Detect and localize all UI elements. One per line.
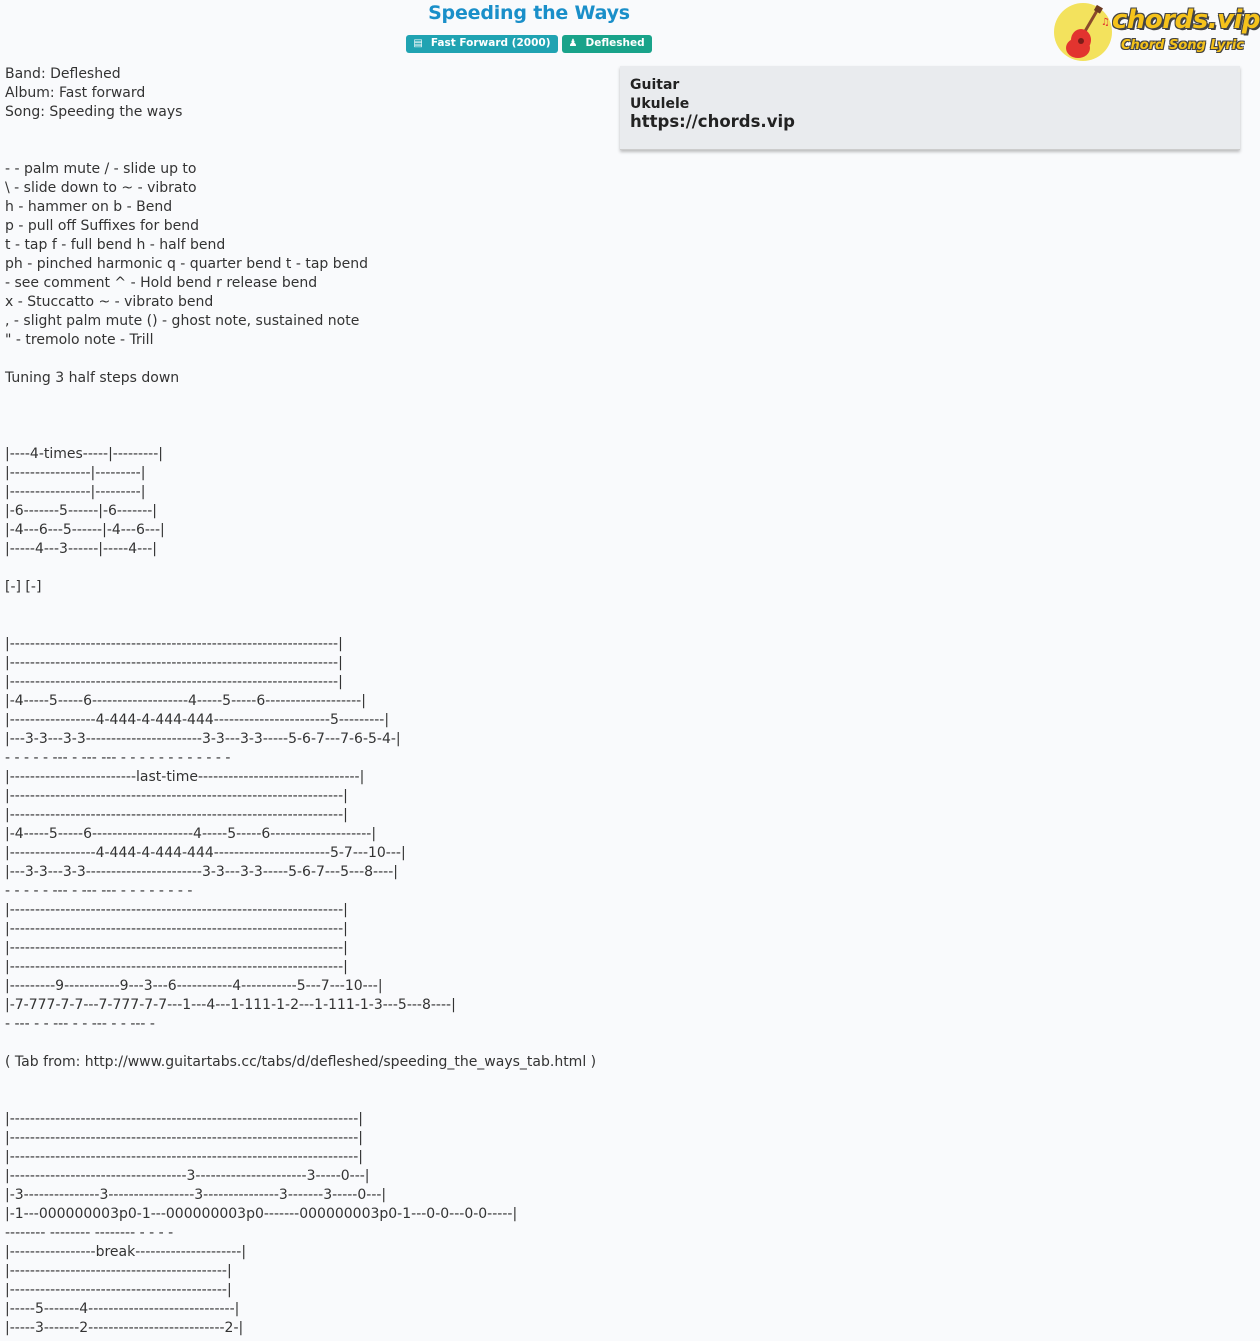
album-badge[interactable] <box>406 35 557 53</box>
tab-line: |---------9-----------9---3---6-----------4-----------5---7---10---| <box>5 978 383 994</box>
tab-line: x - Stuccatto ~ - vibrato bend <box>5 294 214 310</box>
tab-line: , - slight palm mute () - ghost note, sustained note <box>5 313 360 329</box>
tab-line: |-4-----5-----6--------------------4-----5-----6--------------------| <box>5 826 377 842</box>
tab-line: - - palm mute / - slide up to <box>5 161 197 177</box>
tab-line: |-----------------4-444-4-444-444-----------------------5-7---10---| <box>5 845 406 861</box>
tab-line: Band: Defleshed <box>5 66 121 82</box>
tab-line: |------------------------------------------------------------------| <box>5 921 348 937</box>
tab-line: |------------------------------------------------------------------| <box>5 959 348 975</box>
tab-line <box>5 616 615 635</box>
tab-line: p - pull off Suffixes for bend <box>5 218 199 234</box>
site-url-link[interactable]: https://chords.vip <box>630 112 795 131</box>
tab-line <box>5 1072 615 1091</box>
tab-line: |------------------------------------------------------------------| <box>5 940 348 956</box>
tab-line: |---------------------------------------------------------------------| <box>5 1111 364 1127</box>
tab-line: |-------------------------last-time--------------------------------| <box>5 769 365 785</box>
page-header <box>0 0 1260 62</box>
tab-line <box>5 559 615 578</box>
tab-line: Tuning 3 half steps down <box>5 370 180 386</box>
tab-line: |-4---6---5------|-4---6---| <box>5 522 165 538</box>
tab-line: - see comment ^ - Hold bend r release bend <box>5 275 318 291</box>
tab-line: Song: Speeding the ways <box>5 104 183 120</box>
instrument-panel <box>620 66 1240 150</box>
tab-line: " - tremolo note - Trill <box>5 332 154 348</box>
guitar-logo-icon <box>1054 3 1112 61</box>
tab-line <box>5 141 615 160</box>
tab-line: [-] [-] <box>5 579 42 595</box>
tab-line: |-----------------------------------------------------------------| <box>5 674 343 690</box>
artist-badge-label: Defleshed <box>585 37 645 49</box>
tab-line: \ - slide down to ~ - vibrato <box>5 180 197 196</box>
tab-line: |-4-----5-----6-------------------4-----5-----6-------------------| <box>5 693 366 709</box>
tab-line: |-----------------4-444-4-444-444-----------------------5---------| <box>5 712 390 728</box>
tab-line: |-----4---3------|-----4---| <box>5 541 158 557</box>
tab-line <box>5 388 615 407</box>
tab-line: |-3---------------3-----------------3---------------3-------3-----0---| <box>5 1187 387 1203</box>
tab-line: ph - pinched harmonic q - quarter bend t - tap bend <box>5 256 369 272</box>
svg-text:♫: ♫ <box>1101 17 1110 28</box>
song-badges <box>0 35 1058 53</box>
tab-line: |----4-times-----|---------| <box>5 446 163 462</box>
user-icon: ♟ <box>568 38 578 49</box>
tab-line: h - hammer on b - Bend <box>5 199 173 215</box>
tab-line: |------------------------------------------------------------------| <box>5 788 348 804</box>
tab-line: |-----------------------------------3----------------------3-----0---| <box>5 1168 370 1184</box>
tab-line <box>5 350 615 369</box>
tab-line: t - tap f - full bend h - half bend <box>5 237 226 253</box>
tab-line: |------------------------------------------------------------------| <box>5 902 348 918</box>
album-badge-label: Fast Forward (2000) <box>430 37 551 49</box>
tab-line: |-------------------------------------------| <box>5 1282 232 1298</box>
site-logo[interactable] <box>1054 3 1260 61</box>
tab-line <box>5 122 615 141</box>
tab-line: -------- -------- -------- - - - - <box>5 1225 174 1241</box>
tab-line: |---3-3---3-3-----------------------3-3---3-3-----5-6-7---7-6-5-4-| <box>5 731 401 747</box>
logo-tagline: Chord Song Lyric <box>1121 38 1245 53</box>
guitar-link[interactable]: Guitar <box>630 77 680 93</box>
tab-line: Album: Fast forward <box>5 85 146 101</box>
logo-brand: chords.vip <box>1112 5 1260 35</box>
song-tab-content <box>5 65 615 1338</box>
tab-line: - --- - - --- - - --- - - --- - <box>5 1016 155 1032</box>
tab-line: |------------------------------------------------------------------| <box>5 807 348 823</box>
tab-line: |-------------------------------------------| <box>5 1263 232 1279</box>
tab-line <box>5 597 615 616</box>
tab-line: - - - - - --- - --- --- - - - - - - - - - - - - <box>5 750 231 766</box>
tab-line <box>5 1091 615 1110</box>
tab-line: |-----------------break---------------------| <box>5 1244 247 1260</box>
tab-line: |-----5-------4-----------------------------| <box>5 1301 240 1317</box>
tab-line: |---------------------------------------------------------------------| <box>5 1149 364 1165</box>
artist-badge[interactable] <box>562 35 652 53</box>
tab-line <box>5 1034 615 1053</box>
tab-line: |----------------|---------| <box>5 465 146 481</box>
tab-line: |-7-777-7-7---7-777-7-7---1---4---1-111-1-2---1-111-1-3---5---8----| <box>5 997 456 1013</box>
page-title: Speeding the Ways <box>428 2 630 24</box>
tab-line <box>5 426 615 445</box>
tab-line: |----------------|---------| <box>5 484 146 500</box>
tab-line: |-----------------------------------------------------------------| <box>5 636 343 652</box>
tab-line: ( Tab from: http://www.guitartabs.cc/tabs/d/defleshed/speeding_the_ways_tab.html ) <box>5 1054 597 1070</box>
tab-line: |-6-------5------|-6-------| <box>5 503 158 519</box>
tab-line <box>5 407 615 426</box>
tab-line: |-----------------------------------------------------------------| <box>5 655 343 671</box>
ukulele-link[interactable]: Ukulele <box>630 96 690 112</box>
tab-line: - - - - - --- - --- --- - - - - - - - - <box>5 883 193 899</box>
tab-line: |---3-3---3-3-----------------------3-3---3-3-----5-6-7---5---8----| <box>5 864 398 880</box>
tab-line: |---------------------------------------------------------------------| <box>5 1130 364 1146</box>
book-icon: ▤ <box>413 38 423 49</box>
tab-line: |-----3-------2---------------------------2-| <box>5 1320 244 1336</box>
tab-line: |-1---000000003p0-1---000000003p0-------000000003p0-1---0-0---0-0-----| <box>5 1206 518 1222</box>
